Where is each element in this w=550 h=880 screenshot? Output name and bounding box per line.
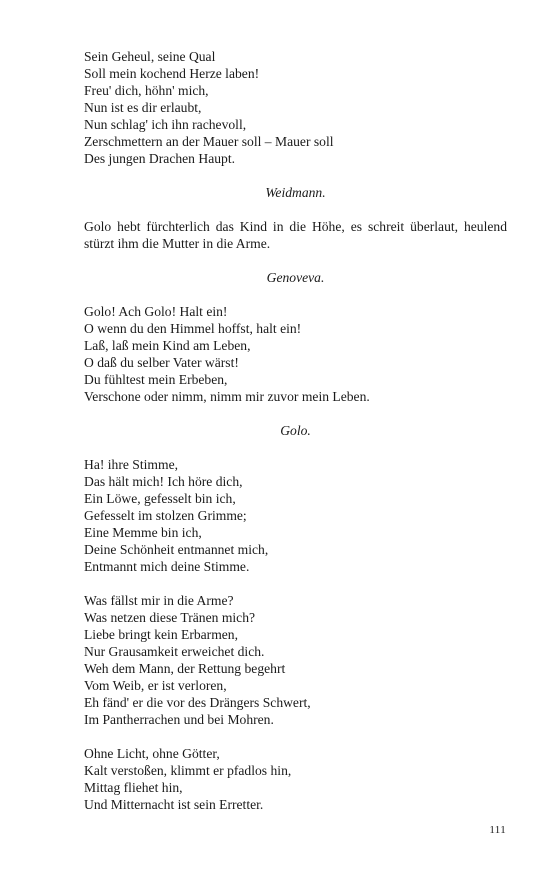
verse-line: Nun schlag' ich ihn rachevoll, xyxy=(84,117,247,132)
verse-line: Zerschmettern an der Mauer soll – Mauer soll xyxy=(84,134,334,149)
verse-line: Und Mitternacht ist sein Erretter. xyxy=(84,797,264,812)
verse-line: Sein Geheul, seine Qual xyxy=(84,49,216,64)
verse-line: Ohne Licht, ohne Götter, xyxy=(84,746,220,761)
verse-line: Eh fänd' er die vor des Drängers Schwert, xyxy=(84,695,311,710)
stage-direction: Golo hebt fürchterlich das Kind in die Höhe, es schreit überlaut, heulend stürzt ihm die Mutter in die Arme. xyxy=(84,219,507,251)
speaker-name: Genoveva. xyxy=(266,270,325,285)
verse-line: Im Pantherrachen und bei Mohren. xyxy=(84,712,274,727)
verse-line: Nun ist es dir erlaubt, xyxy=(84,100,202,115)
stanza xyxy=(84,456,507,575)
stanza xyxy=(84,592,507,728)
verse-line: O wenn du den Himmel hoffst, halt ein! xyxy=(84,321,302,336)
verse-line: Was fällst mir in die Arme? xyxy=(84,593,234,608)
verse-line: Deine Schönheit entmannet mich, xyxy=(84,542,269,557)
stanza xyxy=(84,48,507,167)
verse-line: Eine Memme bin ich, xyxy=(84,525,202,540)
verse-line: Ein Löwe, gefesselt bin ich, xyxy=(84,491,236,506)
verse-line: Liebe bringt kein Erbarmen, xyxy=(84,627,239,642)
verse-line: Des jungen Drachen Haupt. xyxy=(84,151,235,166)
verse-line: Vom Weib, er ist verloren, xyxy=(84,678,227,693)
verse-line: Was netzen diese Tränen mich? xyxy=(84,610,256,625)
verse-line: Verschone oder nimm, nimm mir zuvor mein Leben. xyxy=(84,389,370,404)
verse-line: Freu' dich, höhn' mich, xyxy=(84,83,209,98)
verse-line: Du fühltest mein Erbeben, xyxy=(84,372,228,387)
verse-line: Entmannt mich deine Stimme. xyxy=(84,559,250,574)
stanza xyxy=(84,303,507,405)
verse-line: Nur Grausamkeit erweichet dich. xyxy=(84,644,265,659)
verse-line: Weh dem Mann, der Rettung begehrt xyxy=(84,661,286,676)
page-number: 111 xyxy=(489,824,506,836)
verse-line: Laß, laß mein Kind am Leben, xyxy=(84,338,251,353)
stanza xyxy=(84,745,507,813)
verse-line: Golo! Ach Golo! Halt ein! xyxy=(84,304,228,319)
page-text xyxy=(84,48,507,830)
verse-line: Gefesselt im stolzen Grimme; xyxy=(84,508,247,523)
speaker-name: Weidmann. xyxy=(265,185,326,200)
verse-line: Das hält mich! Ich höre dich, xyxy=(84,474,243,489)
verse-line: Kalt verstoßen, klimmt er pfadlos hin, xyxy=(84,763,292,778)
verse-line: O daß du selber Vater wärst! xyxy=(84,355,239,370)
verse-line: Ha! ihre Stimme, xyxy=(84,457,179,472)
verse-line: Mittag fliehet hin, xyxy=(84,780,183,795)
verse-line: Soll mein kochend Herze laben! xyxy=(84,66,260,81)
speaker-name: Golo. xyxy=(280,423,311,438)
